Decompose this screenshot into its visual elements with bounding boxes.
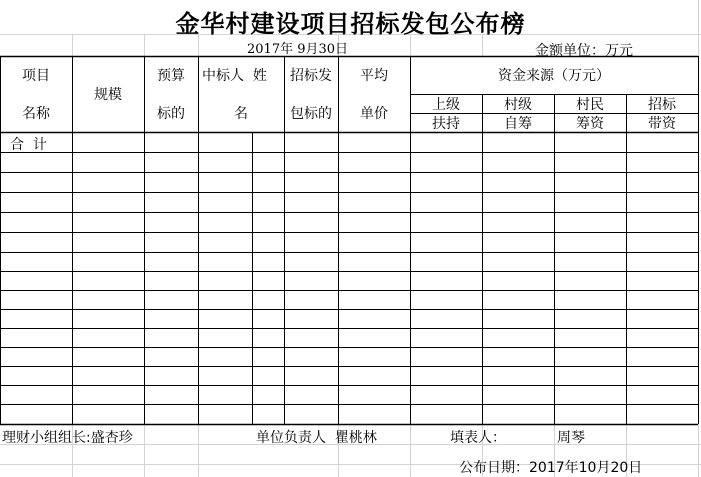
filler-label: 填表人： [450,430,506,446]
header-winner-bottom: 名 [234,106,248,122]
header-fund-3-bottom: 筹资 [576,116,604,132]
amount-unit: 金额单位：万元 [535,43,633,59]
header-item-bottom: 名称 [22,106,50,122]
header-fund-4-bottom: 带资 [648,116,676,132]
total-row-label: 合 计 [10,137,47,153]
header-fund-3-top: 村民 [576,97,604,113]
header-avg-top: 平均 [360,68,388,84]
report-date: 2017年 9月30日 [247,42,349,57]
header-contract-bottom: 包标的 [290,106,332,122]
publish-date: 公布日期：2017年10月20日 [459,460,643,476]
header-fund-2-bottom: 自筹 [504,116,532,132]
header-fund-2-top: 村级 [504,97,532,113]
header-fund-1-bottom: 扶持 [432,116,460,132]
header-avg-bottom: 单价 [360,106,388,122]
header-contract-top: 招标发 [290,68,332,84]
header-scale: 规模 [94,87,122,103]
header-fund-1-top: 上级 [432,97,460,113]
header-budget-bottom: 标的 [157,106,185,122]
header-fund-4-top: 招标 [648,97,676,113]
header-winner-top: 中标人 姓 [202,68,267,84]
unit-responsible: 单位负责人 瞿桃林 [256,430,377,446]
header-funding: 资金来源（万元） [498,68,610,84]
header-item-top: 项目 [22,68,50,84]
filler-name: 周琴 [557,430,585,446]
finance-leader: 理财小组组长:盛杏珍 [2,430,133,446]
page-title: 金华村建设项目招标发包公布榜 [175,10,526,38]
header-budget-top: 预算 [157,68,185,84]
